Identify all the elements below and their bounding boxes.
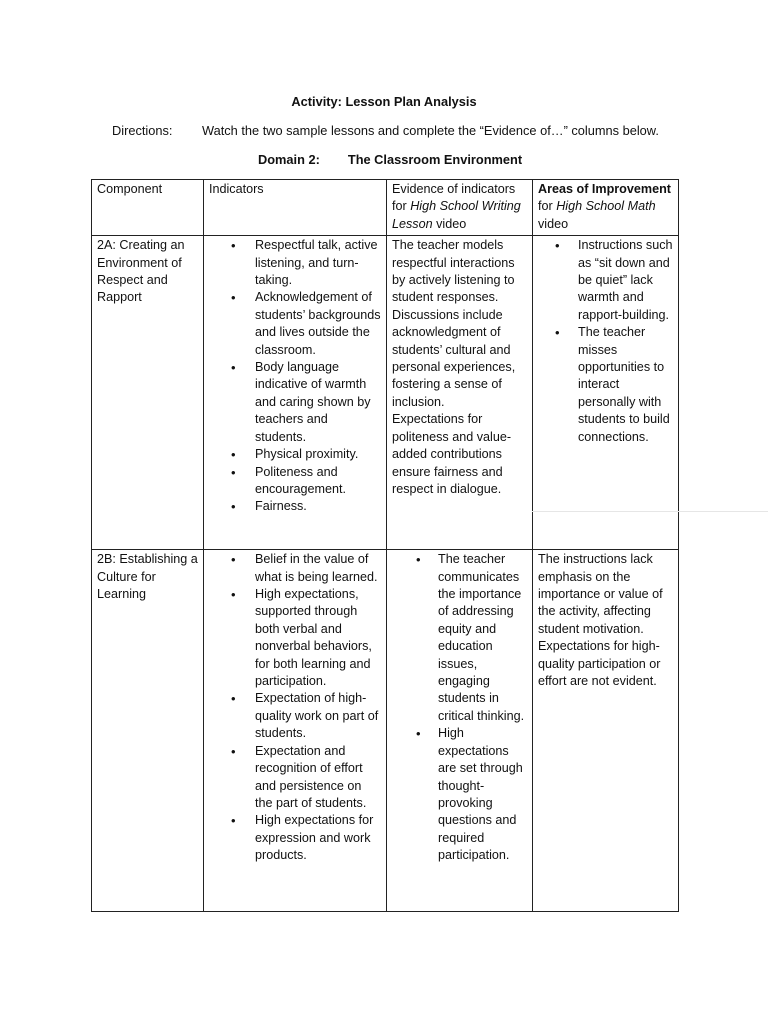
component-cell: 2A: Creating an Environment of Respect and Rapport [92, 236, 204, 550]
page-title: Activity: Lesson Plan Analysis [291, 94, 477, 109]
header-component: Component [92, 180, 204, 236]
indicators-cell [204, 550, 387, 912]
list-item: • Expectation and recognition of effort and persistence on the part of students. [209, 743, 381, 813]
domain-heading [258, 152, 522, 167]
list-item: • Acknowledgement of students’ backgrounds and lives outside the classroom. [209, 289, 381, 359]
header-evidence-text: Evidence of indicators for [392, 182, 516, 214]
list-item: • High expectations, supported through both verbal and nonverbal behaviors, for both learning and participation. [209, 586, 381, 690]
header-evidence [387, 180, 533, 236]
list-item: • Politeness and encouragement. [209, 464, 381, 499]
evidence-text: The teacher models respectful interactions by actively listening to student responses. [392, 238, 515, 305]
evidence-text: Discussions include acknowledgment of students’ cultural and personal experiences, fostering a sense of inclusion. [392, 307, 516, 409]
header-areas-bold: Areas of Improvement [538, 182, 671, 196]
header-evidence-italic: High School Writing Lesson [392, 199, 521, 231]
directions-line [112, 123, 659, 138]
header-areas-italic: High School Math [556, 199, 656, 214]
evidence-cell [387, 236, 533, 550]
lesson-analysis-table [91, 179, 679, 912]
table-header-row [92, 180, 679, 236]
evidence-item [392, 237, 527, 307]
evidence-item [392, 411, 527, 498]
header-areas [533, 180, 679, 236]
table-row [92, 236, 679, 550]
indicators-cell [204, 236, 387, 550]
list-item: • Fairness. [209, 498, 381, 515]
evidence-text: Expectations for politeness and value-added contributions ensure fairness and respect in dialogue. [392, 412, 512, 496]
list-item: • Expectation of high-quality work on part of students. [209, 690, 381, 742]
header-areas-suffix: video [538, 216, 569, 231]
component-cell: 2B: Establishing a Culture for Learning [92, 550, 204, 912]
evidence-item [392, 307, 527, 411]
domain-label: Domain 2: [258, 152, 320, 167]
areas-cell [533, 236, 679, 550]
header-areas-text: for [538, 199, 557, 214]
areas-item [538, 638, 673, 690]
directions-label: Directions: [112, 123, 173, 138]
list-item: • Physical proximity. [209, 446, 381, 463]
list-item: • The teacher communicates the importance of addressing equity and education issues, engaging students in critical thinking. [392, 551, 527, 725]
evidence-cell [387, 550, 533, 912]
areas-cell [533, 550, 679, 912]
table-row [92, 550, 679, 912]
list-item: • Belief in the value of what is being learned. [209, 551, 381, 586]
list-item: • High expectations are set through thought-provoking questions and required participation. [392, 725, 527, 864]
areas-text: Expectations for high-quality participation or effort are not evident. [538, 639, 661, 689]
domain-name: The Classroom Environment [347, 152, 523, 167]
divider [532, 511, 768, 512]
directions-text: Watch the two sample lessons and complete the “Evidence of…” columns below. [202, 123, 659, 138]
list-item: • The teacher misses opportunities to interact personally with students to build connections. [538, 324, 673, 446]
list-item: • Instructions such as “sit down and be quiet” lack warmth and rapport-building. [538, 237, 673, 324]
list-item: • Body language indicative of warmth and caring shown by teachers and students. [209, 359, 381, 446]
areas-text: The instructions lack emphasis on the importance or value of the activity, affecting student motivation. [538, 552, 663, 636]
areas-item [538, 551, 673, 638]
header-evidence-suffix: video [432, 216, 467, 231]
list-item: • High expectations for expression and work products. [209, 812, 381, 864]
list-item: • Respectful talk, active listening, and turn-taking. [209, 237, 381, 289]
header-indicators: Indicators [204, 180, 387, 236]
